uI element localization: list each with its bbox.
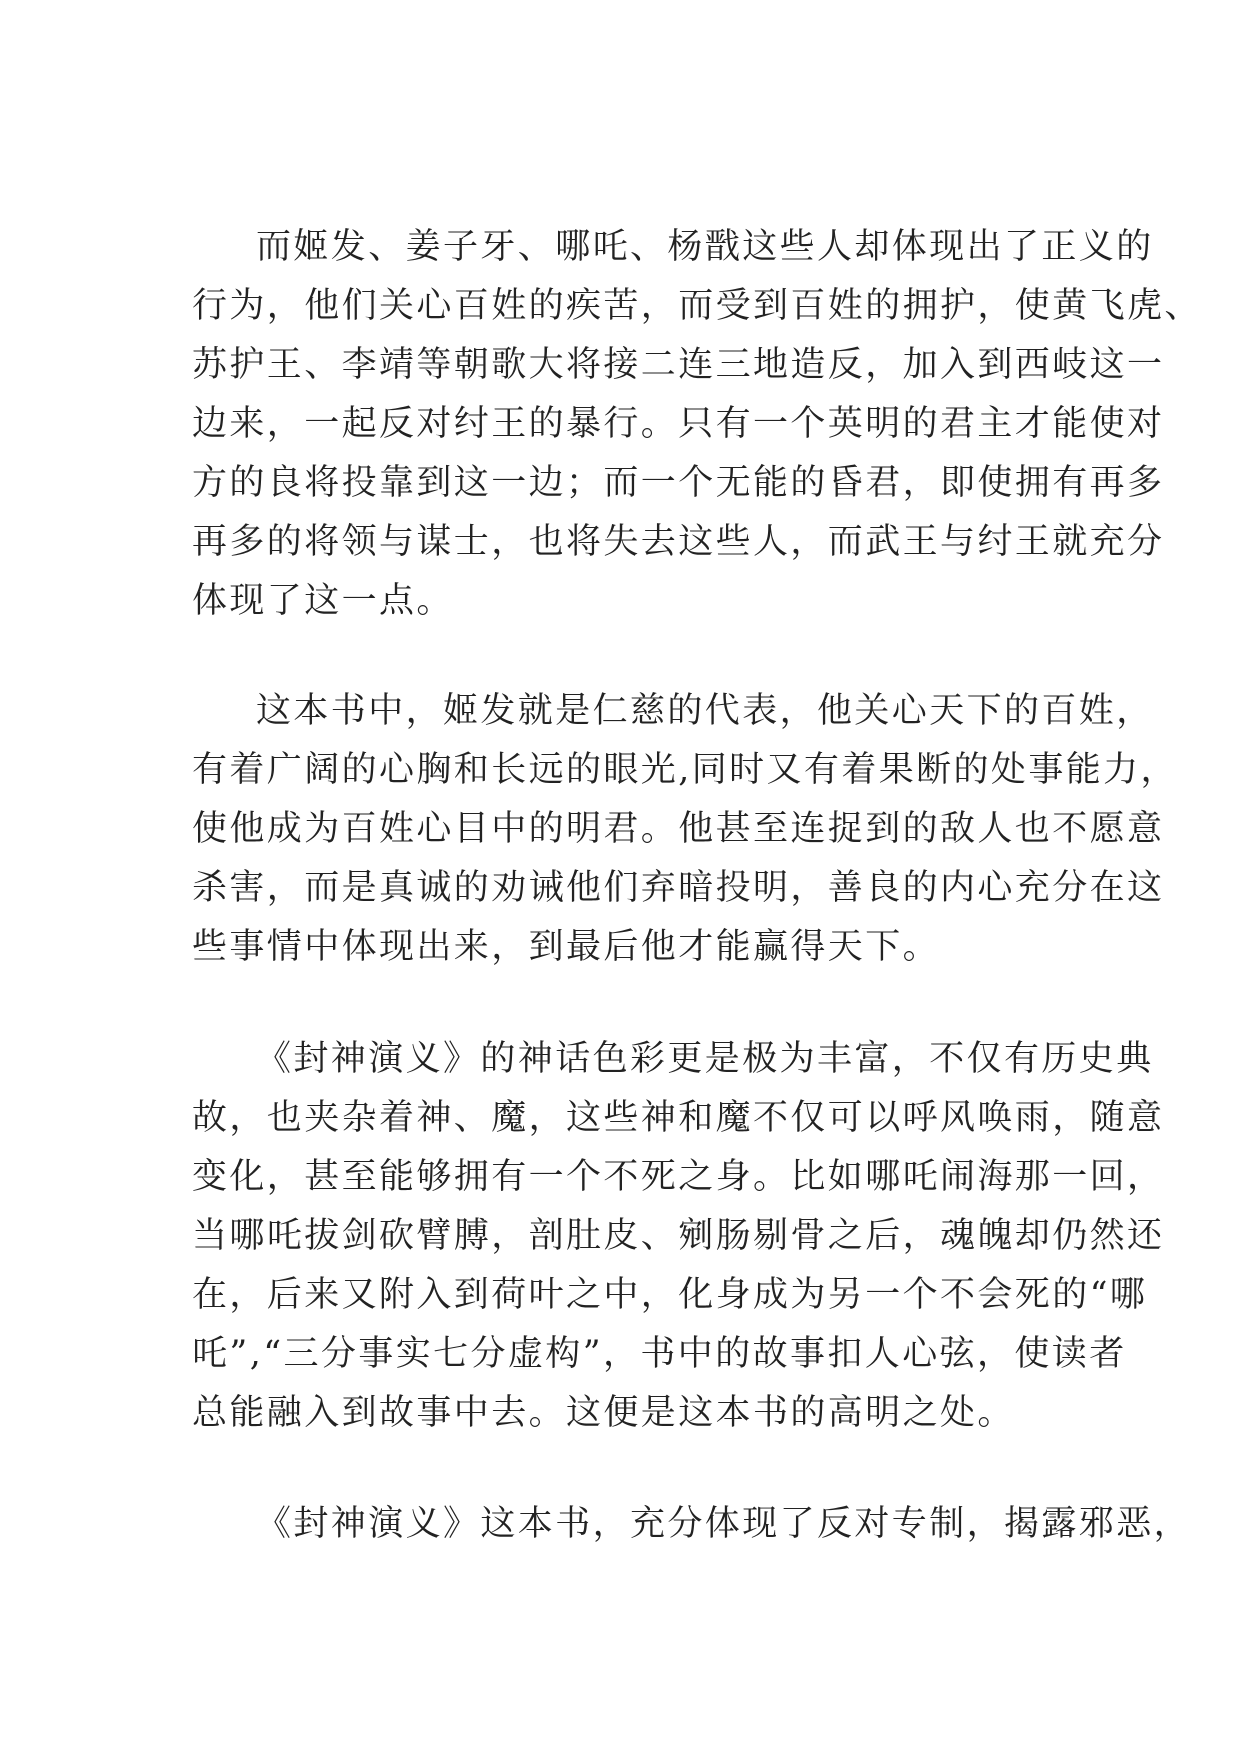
paragraph-line: 当哪吒拔剑砍臂膊，剖肚皮、剜肠剔骨之后，魂魄却仍然还 (192, 1216, 1165, 1256)
paragraph-line: 再多的将领与谋士，也将失去这些人，而武王与纣王就充分 (192, 522, 1165, 562)
paragraph-line: 故，也夹杂着神、魔，这些神和魔不仅可以呼风唤雨，随意 (192, 1098, 1165, 1138)
paragraph-line: 杀害，而是真诚的劝诫他们弃暗投明，善良的内心充分在这 (192, 868, 1165, 908)
paragraph-line: 而姬发、姜子牙、哪吒、杨戬这些人却体现出了正义的 (256, 227, 1154, 267)
paragraph-line: 变化，甚至能够拥有一个不死之身。比如哪吒闹海那一回， (192, 1157, 1165, 1197)
paragraph-1 (192, 218, 1202, 631)
paragraph-line: 这本书中，姬发就是仁慈的代表，他关心天下的百姓， (256, 691, 1154, 731)
paragraph-line: 使他成为百姓心目中的明君。他甚至连捉到的敌人也不愿意 (192, 809, 1165, 849)
paragraph-4 (192, 1495, 1192, 1554)
paragraph-line: 体现了这一点。 (192, 581, 454, 621)
paragraph-3 (192, 1030, 1165, 1443)
paragraph-line: 在，后来又附入到荷叶之中，化身成为另一个不会死的“哪 (192, 1275, 1148, 1315)
paragraph-line: 行为，他们关心百姓的疾苦，而受到百姓的拥护，使黄飞虎、 (192, 286, 1202, 326)
paragraph-line: 总能融入到故事中去。这便是这本书的高明之处。 (192, 1393, 1015, 1433)
paragraph-line: 《封神演义》的神话色彩更是极为丰富，不仅有历史典 (256, 1039, 1154, 1079)
paragraph-line: 有着广阔的心胸和长远的眼光,同时又有着果断的处事能力， (192, 750, 1178, 790)
paragraph-line: 方的良将投靠到这一边；而一个无能的昏君，即使拥有再多 (192, 463, 1165, 503)
paragraph-line: 吒”,“三分事实七分虚构”，书中的故事扣人心弦，使读者 (192, 1334, 1127, 1374)
paragraph-line: 苏护王、李靖等朝歌大将接二连三地造反，加入到西岐这一 (192, 345, 1165, 385)
paragraph-line: 边来，一起反对纣王的暴行。只有一个英明的君主才能使对 (192, 404, 1165, 444)
paragraph-line: 《封神演义》这本书，充分体现了反对专制，揭露邪恶， (256, 1504, 1192, 1544)
paragraph-line: 些事情中体现出来，到最后他才能赢得天下。 (192, 927, 941, 967)
paragraph-2 (192, 682, 1178, 977)
